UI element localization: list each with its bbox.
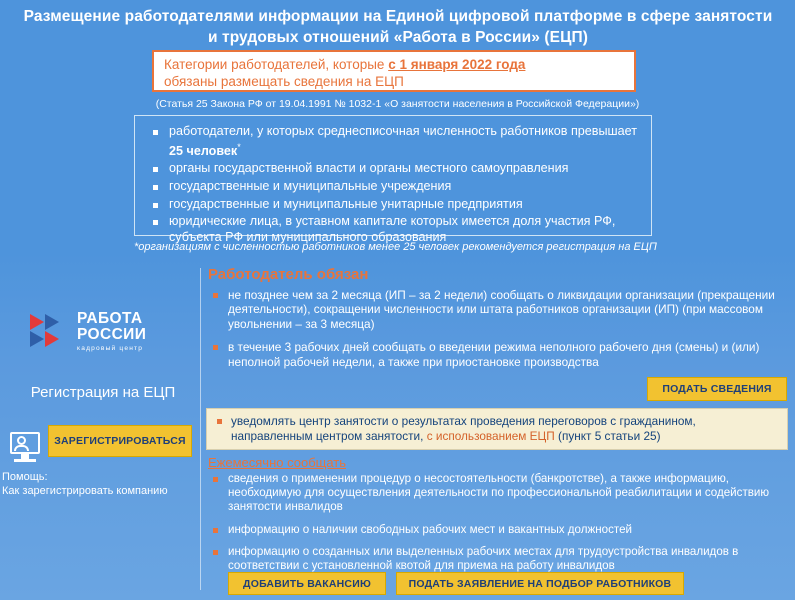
list-item: юридические лица, в уставном капитале которых имеется доля участия РФ, субъекта РФ или муниципального образования — [151, 214, 641, 245]
monthly-reporting-list — [210, 472, 788, 581]
help-link[interactable]: Как зарегистрировать компанию — [2, 485, 168, 497]
law-reference: (Статья 25 Закона РФ от 19.04.1991 № 1032-1 «О занятости населения в Российской Федерации») — [155, 98, 640, 110]
register-button[interactable]: ЗАРЕГИСТРИРОВАТЬСЯ — [48, 425, 192, 457]
categories-list — [134, 115, 652, 244]
vertical-divider — [200, 268, 201, 590]
monthly-section-title: Ежемесячно сообщать — [208, 455, 347, 470]
help-label: Помощь: — [2, 471, 48, 483]
list-item — [215, 414, 779, 444]
computer-user-icon — [8, 430, 44, 466]
categories-callout-date: с 1 января 2022 года — [388, 57, 526, 72]
submit-worker-request-button[interactable]: ПОДАТЬ ЗАЯВЛЕНИЕ НА ПОДБОР РАБОТНИКОВ — [396, 572, 684, 595]
logo — [30, 305, 190, 357]
employer-section-title: Работодатель обязан — [208, 266, 369, 283]
logo-name-line2: РОССИИ — [77, 325, 147, 343]
highlight-text-part2: (пункт 5 статьи 25) — [554, 429, 661, 443]
page-title: Размещение работодателями информации на Единой цифровой платформе в сфере занятости и трудовых отношений «Работа в России» (ЕЦП) — [23, 8, 773, 46]
categories-callout-line2: обязаны размещать сведения на ЕЦП — [164, 74, 404, 89]
logo-name-line1: РАБОТА — [77, 309, 143, 327]
highlight-text-part1: уведомлять центр занятости о результатах проведения переговоров с гражданином, направленным центром занятости, — [231, 414, 696, 443]
logo-subtitle: кадровый центр — [77, 344, 144, 352]
negotiation-highlight-box — [206, 408, 788, 450]
highlight-text-accent: с использованием ЕЦП — [426, 429, 555, 443]
list-item: государственные и муниципальные унитарные предприятия — [151, 197, 641, 213]
list-item-bold: 25 человек — [169, 143, 238, 158]
categories-callout-line1 — [164, 56, 626, 73]
list-item: не позднее чем за 2 месяца (ИП – за 2 недели) сообщать о ликвидации организации (прекращении деятельности), сокращении численности или штата работников организации (ИП) (при массовом увольнении – за 3 месяца) — [210, 288, 788, 331]
list-item: государственные и муниципальные учреждения — [151, 179, 641, 195]
list-item: информацию о наличии свободных рабочих мест и вакантных должностей — [210, 523, 788, 537]
list-item: в течение 3 рабочих дней сообщать о введении режима неполного рабочего дня (смены) и (или) неполной рабочей недели, а также при приостановке производства — [210, 340, 788, 369]
registration-title: Регистрация на ЕЦП — [30, 384, 176, 401]
list-item-text: работодатели, у которых среднесписочная численность работников превышает — [169, 124, 637, 138]
list-item: сведения о применении процедур о несостоятельности (банкротстве), а также информацию, необходимую для осуществления деятельности по профессиональной реабилитации и содействию занятости инвалидов — [210, 472, 788, 515]
list-item-superscript: * — [237, 141, 241, 152]
footnote: *организациям с численностью работников менее 25 человек рекомендуется регистрация на ЕЦП — [134, 241, 657, 253]
add-vacancy-button[interactable]: ДОБАВИТЬ ВАКАНСИЮ — [228, 572, 386, 595]
list-item — [151, 124, 641, 159]
submit-information-button[interactable]: ПОДАТЬ СВЕДЕНИЯ — [647, 377, 787, 401]
categories-callout — [152, 50, 636, 92]
categories-callout-line1-text: Категории работодателей, которые — [164, 57, 389, 72]
rabota-rossii-logo-icon — [30, 314, 70, 348]
employer-obligations-list — [210, 288, 788, 378]
list-item: органы государственной власти и органы местного самоуправления — [151, 161, 641, 177]
list-item: информацию о созданных или выделенных рабочих местах для трудоустройства инвалидов в соответствии с установленной квотой для приема на работу инвалидов — [210, 545, 788, 573]
